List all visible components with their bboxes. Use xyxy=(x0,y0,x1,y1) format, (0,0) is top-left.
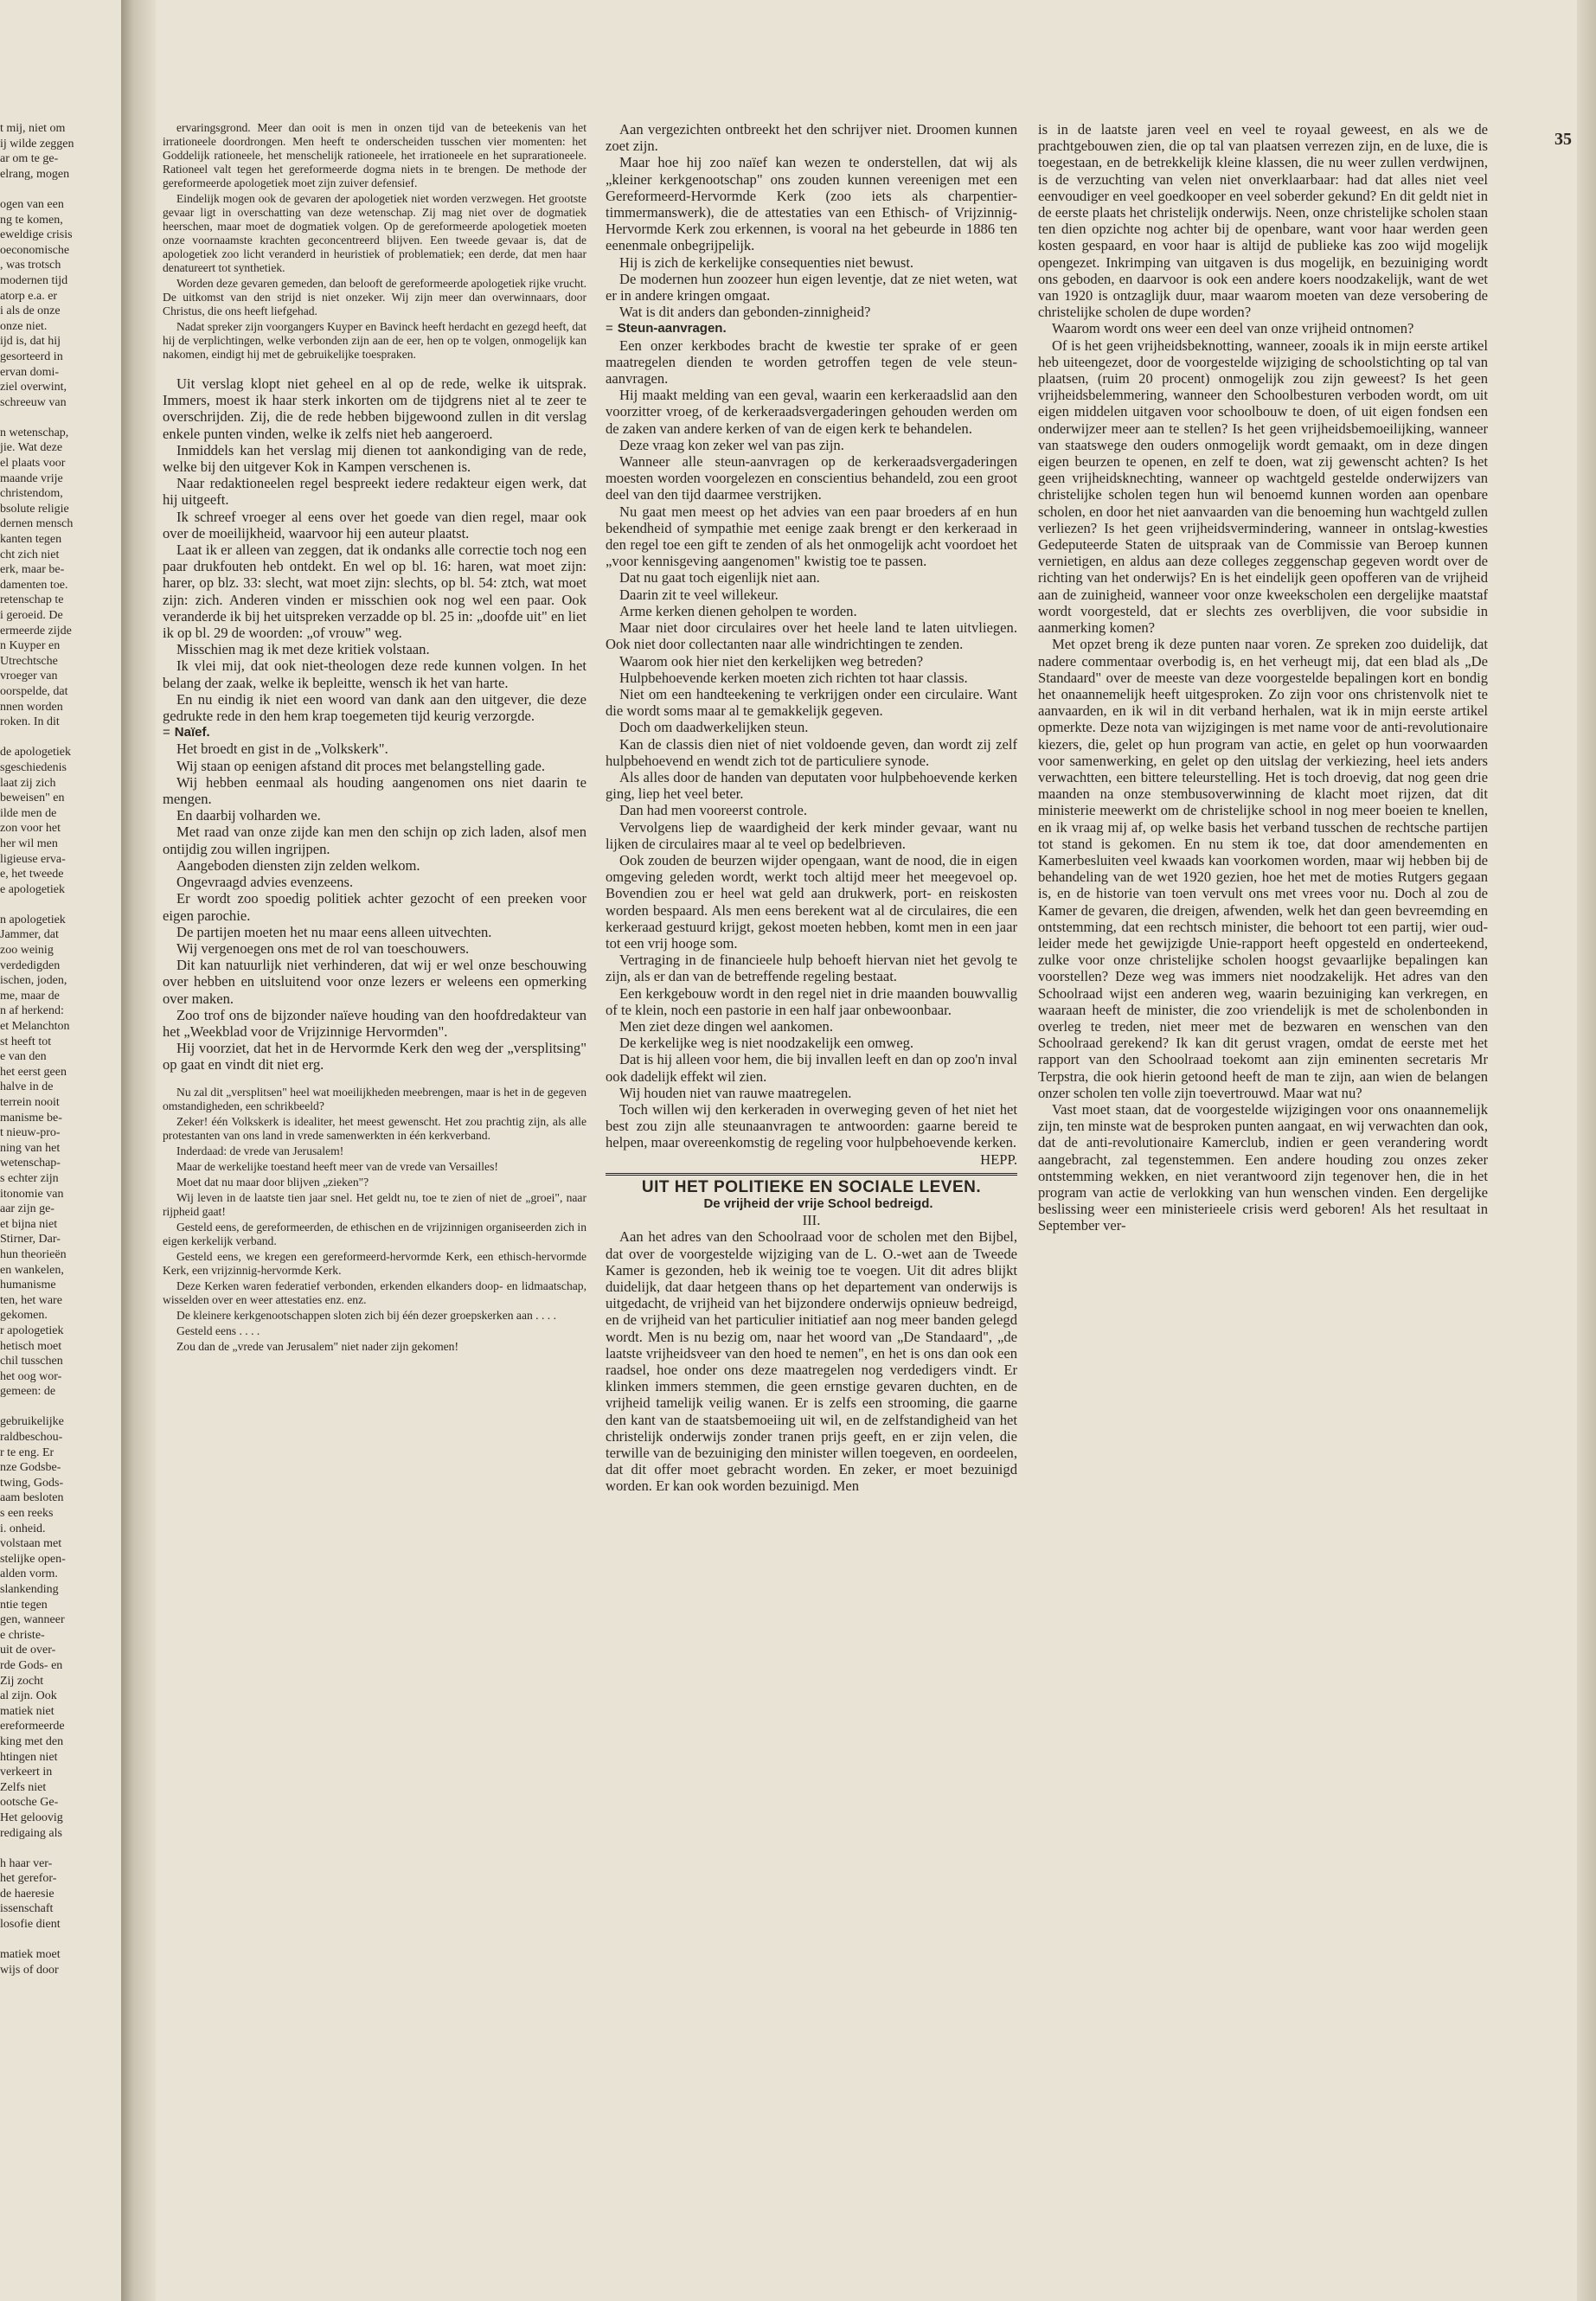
paragraph: En nu eindig ik niet een woord van dank aan den uitgever, die deze gedrukte rede in den hem krap toegemeten tijd keurig verzorgde. xyxy=(163,690,586,725)
author-signature: HEPP. xyxy=(980,1150,1017,1168)
paragraph: Nadat spreker zijn voorgangers Kuyper en Bavinck heeft herdacht en gezegd heeft, dat hij de verplichtingen, welke verbonden zijn aan de eer, hen op te volgen, onmogelijk kan nakomen, eindigt hij met de gebruikelijke toespraken. xyxy=(163,320,586,361)
paragraph: Dat nu gaat toch eigenlijk niet aan. xyxy=(619,569,820,586)
column-2 xyxy=(606,121,1017,2266)
fragment-line: nnen worden xyxy=(0,700,63,714)
column-3 xyxy=(1038,121,1488,2266)
paragraph: Laat ik er alleen van zeggen, dat ik ondanks alle correctie toch nog een paar drukfouten heb ontdekt. En wel op bl. 16: haren, wat moet zijn: harer, op blz. 33: slecht, wat moet zijn: slechts, op bl. 54: ztch, wat moet zijn: zich. Anderen vinden er misschien ook nog wel een paar. Ook veranderde ik bij het uitspreken verzadde op bl. 25 in: „doofde uit" en liet ik op bl. 29 de woorden: „of vrouw" weg. xyxy=(163,542,586,642)
paragraph: Wij houden niet van rauwe maatregelen. xyxy=(619,1084,852,1101)
paragraph: Dat is hij alleen voor hem, die bij invallen leeft en dan op zoo'n inval ook dadelijk effekt wil zien. xyxy=(606,1051,1017,1085)
fragment-line: e, het tweede xyxy=(0,868,64,881)
fragment-line: h haar ver- xyxy=(0,1856,53,1870)
fragment-line: zoo weinig xyxy=(0,944,54,958)
paragraph: Uit verslag klopt niet geheel en al op de rede, welke ik uitsprak. Immers, moest ik haar sterk inkorten om de tijdgrens niet al te zeer te overschrijden. Zij, die de rede hebben bijgewoond zullen in dit verslag enkele punten vinden, welke ik zelfs niet heb aangeroerd. xyxy=(163,375,586,442)
paragraph: Moet dat nu maar door blijven „zieken"? xyxy=(176,1175,369,1189)
fragment-line: n wetenschap, xyxy=(0,426,69,439)
fragment-line: redigaing als xyxy=(0,1826,62,1840)
paragraph: Hij voorziet, dat het in de Hervormde Kerk den weg der „versplitsing" op gaat en vindt dit niet erg. xyxy=(163,1040,586,1074)
fragment-line: issenschaft xyxy=(0,1902,54,1916)
fragment-line: hetisch moet xyxy=(0,1339,62,1353)
fragment-line: Jammer, dat xyxy=(0,928,59,942)
paragraph: Maar niet door circulaires over het heele land te laten uitvliegen. Ook niet door collectanten naar alle windrichtingen te zenden. xyxy=(606,619,1017,653)
fragment-line: eweldige crisis xyxy=(0,228,73,242)
naief-section xyxy=(163,740,586,1073)
paragraph: Wij vergenoegen ons met de rol van toeschouwers. xyxy=(176,939,470,957)
fragment-line: ziel overwint, xyxy=(0,381,67,394)
paragraph: Daarin zit te veel willekeur. xyxy=(619,586,779,603)
paragraph: Het broedt en gist in de „Volkskerk". xyxy=(176,740,388,758)
fragment-line: wijs of door xyxy=(0,1963,59,1977)
fragment-line: al zijn. Ook xyxy=(0,1689,57,1703)
paragraph: De kerkelijke weg is niet noodzakelijk een omweg. xyxy=(619,1035,914,1052)
fragment-line: het eerst geen xyxy=(0,1065,67,1079)
paragraph: De modernen hun zoozeer hun eigen leventje, dat ze niet weten, wat er in andere kringen omgaat. xyxy=(606,270,1017,304)
fragment-line: christendom, xyxy=(0,487,63,501)
fragment-line: gesorteerd in xyxy=(0,349,63,363)
paragraph: Ongevraagd advies evenzeens. xyxy=(176,874,354,891)
section-heading-naief: = Naïef. xyxy=(163,725,210,740)
heading-marker-icon: = xyxy=(163,725,170,740)
steun-section xyxy=(606,337,1017,1151)
paragraph: De partijen moeten het nu maar eens alleen uitvechten. xyxy=(176,923,492,940)
fragment-line: st heeft tot xyxy=(0,1035,52,1048)
fragment-line: Zelfs niet xyxy=(0,1780,47,1794)
paragraph: Misschien mag ik met deze kritiek volstaan. xyxy=(176,641,430,658)
fragment-line: het oog wor- xyxy=(0,1369,62,1383)
page-right-edge xyxy=(1577,0,1596,2301)
fragment-line: ischen, joden, xyxy=(0,974,67,988)
paragraph: is in de laatste jaren veel en veel te royaal geweest, en als we de prachtgebouwen zien, die op tal van plaatsen verrezen zijn, en de luxe, die is toegestaan, en de betrekkelijk kleine klassen, die nu weer zullen verdwijnen, is de verzuchting van velen niet onverklaarbaar: had dat alles niet veel eenvoudiger en veel goedkooper en veel soberder gekund? En dit geldt niet in de eerste plaats het christelijk onderwijs. Neen, onze christelijke scholen staan ten dien opzichte nog achter bij de openbare, want voor haar werden geen kosten gespaard, en voor haar is altijd de publieke kas zoo wijd mogelijk opengezet. Inkrimping van uitgaven is dus mogelijk, en bezuiniging wordt ons geboden, en daarvoor is ook een andere koers noodzakelijk, want de wet van 1920 is ontzaglijk duur, maar waarom moeten van deze versobering de christelijke scholen de dupe worden? xyxy=(1038,121,1488,321)
paragraph: Gesteld eens . . . . xyxy=(176,1324,260,1337)
fragment-line: king met den xyxy=(0,1734,64,1748)
fragment-line: oeconomische xyxy=(0,243,70,257)
fragment-line: terrein nooit xyxy=(0,1096,60,1109)
fragment-line: sgeschiedenis xyxy=(0,760,67,774)
paragraph: Zoo trof ons de bijzonder naïeve houding van den hoofdredakteur van het „Weekblad voor de Vrijzinnige Hervormden". xyxy=(163,1006,586,1040)
section-heading-steun: = Steun-aanvragen. xyxy=(606,321,727,336)
fragment-line: ij wilde zeggen xyxy=(0,137,74,151)
fragment-line: r apologetiek xyxy=(0,1324,64,1337)
fragment-line: vroeger van xyxy=(0,670,58,683)
fragment-line: gen, wanneer xyxy=(0,1613,65,1627)
section-title: UIT HET POLITIEKE EN SOCIALE LEVEN. xyxy=(641,1177,982,1196)
fragment-line: matiek moet xyxy=(0,1948,61,1962)
fragment-line: kanten tegen xyxy=(0,533,62,547)
fragment-line: s echter zijn xyxy=(0,1171,59,1185)
paragraph: Aangeboden diensten zijn zelden welkom. xyxy=(176,856,420,874)
fragment-line: de haeresie xyxy=(0,1887,54,1900)
fragment-line: atorp e.a. er xyxy=(0,289,58,303)
section-divider xyxy=(606,1173,1017,1176)
paragraph: Waarom ook hier niet den kerkelijken weg betreden? xyxy=(619,652,924,670)
paragraph: Vast moet staan, dat de voorgestelde wijzigingen voor ons onaannemelijk zijn, ten minste wat de besproken punten aangaat, en wij verwachten dan ook, dat de anti-revolutionaire Kamerclub, indien er geen verandering wordt aangebracht, zal tegenstemmen. Een andere houding zou onzes zeker ontstemming wekken, en niet verantwoord zijn tegenover hen, die in het program van actie de verlokking van hun wenschen vinden. Een dergelijke beslissing weer een ministerieele crisis werd geboren! Als het resultaat in September ver- xyxy=(1038,1100,1488,1234)
fragment-line: gemeen: de xyxy=(0,1385,56,1399)
fragment-line: erk, maar be- xyxy=(0,563,65,577)
article-body xyxy=(606,1228,1017,1494)
article-number: III. xyxy=(802,1212,821,1229)
paragraph: Hulpbehoevende kerken moeten zich richten tot haar classis. xyxy=(619,669,968,686)
fragment-line: stelijke open- xyxy=(0,1552,66,1566)
fragment-line: me, maar de xyxy=(0,989,60,1003)
review-section xyxy=(163,375,586,724)
paragraph: Wij staan op eenigen afstand dit proces met belangstelling gade. xyxy=(176,757,546,774)
fragment-line: ervan domi- xyxy=(0,365,60,379)
fragment-line: ilde men de xyxy=(0,806,57,820)
paragraph: Met opzet breng ik deze punten naar voren. Ze spreken zoo duidelijk, dat nadere commentaar overbodig is, en het verheugt mij, dat een blad als „De Standaard" over de meeste van deze voorgestelde bepalingen kort en bondig het onaannemelijk heeft uitgesproken. Zo zijn voor ons christenvolk niet te aanvaarden, en ik wil in dit verband herhalen, wat ik in mijn eerste artikel opmerkte. Deze nota van wijzigingen is met name voor de anti-revolutionaire kiezers, die, gelet op hun program van actie, en gelet op hun voorwaarden voor samenwerking, en gelet op den uitslag der verkiezing, heel iets anders verwachtten, een bittere teleurstelling. Het is toch droevig, dat nog geen drie maanden na onze stembusoverwinning de klacht moet rijzen, dat dit ministerie meewerkt om de christelijke school in nog meer boeien te knellen, en ik vraag mij af, op welke basis het verband tusschen de rechtsche partijen tot stand is gekomen. En nu stem ik toe, dat door amendementen en Kamerbesluiten veel kwaads kan voorkomen worden, maar wij hebben bij de behandeling van de wet 1920 gezien, hoe het met de moties Rutgers gegaan is, en de historie van toen vervult ons met vrees voor nu. Doch al zou de Kamer de gevaren, die dreigen, afwenden, welk het dan geen bevreemding en ontstemming, dat een rechtsch minister, die behoort tot een partij, wier oud-leider mede het gewijzigde Unie-rapport heeft opgesteld en onderteekend, zulke voor onze christelijke scholen hoogst gevaarlijke bepalingen kan voorstellen? Deze weg was immers niet noodzakelijk. Het adres van den Schoolraad wijst een anderen weg, waarin bezuiniging kan verkregen, en waaraan heeft de minister, die zoo vriendelijk is met de scholenbonden in overleg te treden, niet meer met de bezwaren en wenschen van den Schoolraad gerekend? Ik kan dit gerust vragen, omdat de eerste met het rapport van den Schoolraad toekomt aan zijn eminenten secretaris Mr Terpstra, die ook hierin getoond heeft de man te zijn, aan wien de belangen onzer scholen ten volle zijn toevertrouwd. Maar wat nu? xyxy=(1038,636,1488,1101)
fragment-line: r te eng. Er xyxy=(0,1445,54,1459)
fragment-line: , was trotsch xyxy=(0,259,61,272)
paragraph: Aan vergezichten ontbreekt het den schrijver niet. Droomen kunnen zoet zijn. xyxy=(606,121,1017,155)
paragraph: Deze Kerken waren federatief verbonden, erkenden elkanders doop- en lidmaatschap, wisselden over en weer attestaties enz. enz. xyxy=(163,1279,586,1306)
fragment-line: t mij, niet om xyxy=(0,122,66,135)
paragraph: Zeker! één Volkskerk is idealiter, het meest gewenscht. Het zou prachtig zijn, als alle protestanten van ons land in vrede samenwerkten in één kerkverband. xyxy=(163,1114,586,1142)
paragraph: Niet om een handteekening te verkrijgen onder een circulaire. Want die wordt soms maar al te gemakkelijk gegeven. xyxy=(606,685,1017,720)
fragment-line: Zij zocht xyxy=(0,1674,44,1688)
fragment-line: i. onheid. xyxy=(0,1522,46,1535)
paragraph: Hij is zich de kerkelijke consequenties niet bewust. xyxy=(619,253,914,271)
paragraph: Eindelijk mogen ook de gevaren der apologetiek niet worden verzwegen. Het grootste gevaar ligt in overschatting van deze wetenschap. Zij mag niet over de dogmatiek heerschen, maar moet de dogmatiek volgen. Op de gereformeerde apologetiek moeten onze voornaamste krachten geconcentreerd blijven. Een tweede gevaar is, dat de apologetiek zoo licht veranderd in heuristiek of problematiek; een derde, dat men haar denatureert tot synthetiek. xyxy=(163,192,586,274)
paragraph: Met raad van onze zijde kan men den schijn op zich laden, alsof men ontijdig zou willen ingrijpen. xyxy=(163,824,586,857)
fragment-line: schreeuw van xyxy=(0,395,67,409)
apologetics-report-intro xyxy=(163,121,586,362)
fragment-line: modernen tijd xyxy=(0,273,68,287)
fragment-line: uit de over- xyxy=(0,1644,56,1657)
paragraph: Een kerkgebouw wordt in den regel niet in drie maanden bouwvallig of te klein, noch een pastorie in een half jaar onbewoonbaar. xyxy=(606,984,1017,1018)
fragment-line: de apologetiek xyxy=(0,746,72,760)
paragraph: Gesteld eens, we kregen een gereformeerd-hervormde Kerk, een ethisch-hervormde Kerk, een vrijzinnig-hervormde Kerk. xyxy=(163,1249,586,1277)
fragment-line: gekomen. xyxy=(0,1309,48,1323)
fragment-line: onze niet. xyxy=(0,319,48,333)
fragment-line: cht zich niet xyxy=(0,548,60,561)
naief-continuation xyxy=(606,121,1017,320)
heading-marker-icon: = xyxy=(606,321,612,336)
fragment-line xyxy=(0,897,119,913)
paragraph: Inderdaad: de vrede van Jerusalem! xyxy=(176,1144,344,1157)
fragment-line: volstaan met xyxy=(0,1537,62,1551)
paragraph: Nu zal dit „versplitsen" heel wat moeilijkheden meebrengen, maar is het in de gegeven omstandigheden, een schrikbeeld? xyxy=(163,1085,586,1112)
fragment-line: gebruikelijke xyxy=(0,1415,64,1429)
paragraph: Zou dan de „vrede van Jerusalem" niet nader zijn gekomen! xyxy=(176,1339,459,1353)
fragment-line: nze Godsbe- xyxy=(0,1461,61,1475)
fragment-line: matiek niet xyxy=(0,1704,54,1718)
fragment-line: maande vrije xyxy=(0,471,63,485)
paragraph: En daarbij volharden we. xyxy=(176,807,321,824)
paragraph: Toch willen wij den kerkeraden in overweging geven of het niet het best zou zijn alle steunaanvragen te antwoorden: gaarne bereid te helpen, maar overeenkomstig de regeling voor hulpbehoevende kerken. xyxy=(606,1100,1017,1151)
fragment-line: i als de onze xyxy=(0,304,61,318)
paragraph: Vervolgens liep de waardigheid der kerk minder gevaar, want nu lijken de circulaires maar al te veel op bedelbrieven. xyxy=(606,818,1017,852)
fragment-line: hun theorieën xyxy=(0,1247,67,1261)
fragment-line: alden vorm. xyxy=(0,1567,58,1581)
fragment-line: twing, Gods- xyxy=(0,1476,64,1490)
fragment-line: Het geloovig xyxy=(0,1811,63,1824)
paragraph: Maar de werkelijke toestand heeft meer van de vrede van Versailles! xyxy=(176,1159,498,1173)
fragment-line: s een reeks xyxy=(0,1507,54,1521)
paragraph: Er wordt zoo spoedig politiek achter gezocht of een preeken voor eigen parochie. xyxy=(163,890,586,924)
paragraph: Ik schreef vroeger al eens over het goede van dien regel, maar ook over de moeilijkheid, waarvoor hij een auteur plaatst. xyxy=(163,508,586,542)
fragment-line xyxy=(0,1400,119,1415)
paragraph: Gesteld eens, de gereformeerden, de ethischen en de vrijzinnigen organiseerden zich in eigen kerkelijk verband. xyxy=(163,1220,586,1247)
fragment-line: slankending xyxy=(0,1583,59,1596)
fragment-line: n af herkend: xyxy=(0,1004,64,1018)
fragment-line: chil tusschen xyxy=(0,1355,63,1368)
fragment-line: n Kuyper en xyxy=(0,639,61,653)
paragraph: Worden deze gevaren gemeden, dan belooft de gereformeerde apologetiek rijke vrucht. De uitkomst van den strijd is niet onzeker. Wij zijn meer dan overwinnaars, door Christus, die ons heeft liefgehad. xyxy=(163,277,586,317)
fragment-line: zon voor het xyxy=(0,822,61,836)
fragment-line: t nieuw-pro- xyxy=(0,1126,61,1140)
paragraph: Of is het geen vrijheidsbeknotting, wanneer, zooals ik in mijn eerste artikel heb uiteengezet, door de voorgestelde wijziging de schoolstichting op tal van plaatsen, (ruim 20 procent) onmogelijk zou zijn geweest? Is het geen vrijheidsbelemmering, wanneer den Schoolbesturen verboden wordt, om uit eigen middelen uitgaven voor schoolbouw te doen, of uit eigen fondsen een onderwijzer meer aan te stellen? Is het geen vrijheidsbemoeilijking, wanneer van staatswege den ouders onmogelijk wordt gemaakt, om in deze dingen eigen beurzen te openen, en zelf te doen, wat zij gewenscht achten? Is het geen vrijheidsknechting, wanneer op wachtgeld gestelde onderwijzers van christelijke scholen tegen hun wil benoemd kunnen worden aan openbare scholen, en door het niet aanvaarden van die benoeming hun wachtgeld zullen verliezen? Is het geen vrijheidsvermindering, wanneer in ontslag-kwesties Gedeputeerde Staten de uitspraak van de Commissie van Beroep kunnen vernietigen, en aldus aan deze colleges zeggenschap gegeven wordt over de richting van het onderwijs? En is het eindelijk geen opofferen van de vrijheid aan de zuinigheid, wanneer voor onze kweekscholen een dergelijke maatstaf wordt voorgesteld, dat er slechts zes overblijven, die voor subsidie in aanmerking komen? xyxy=(1038,336,1488,637)
paragraph: Ik vlei mij, dat ook niet-theologen deze rede kunnen volgen. In het belang der zaak, welke ik bepleitte, wensch ik het van harte. xyxy=(163,657,586,691)
paragraph: Hij maakt melding van een geval, waarin een kerkeraadslid aan den voorzitter vroeg, of de kerkeraadsvergaderingen gehouden werden om de zaken van andere kerken of van de eigen kerk te behandelen. xyxy=(606,387,1017,437)
fragment-line: Stirner, Dar- xyxy=(0,1233,61,1247)
paragraph: ervaringsgrond. Meer dan ooit is men in onzen tijd van de beteekenis van het irrationeele doordrongen. Men heeft te onderscheiden tusschen vier momenten: het Goddelijk rationeele, het menschelijk rationeele, het irrationeele en het suprarationeele. Rationeel valt tegen het gereformeerde dogma niets in te brengen. De methode der gereformeerde apologetiek moet zijn zuiver defensief. xyxy=(163,121,586,189)
fragment-line: ntie tegen xyxy=(0,1598,48,1612)
paragraph: De kleinere kerkgenootschappen sloten zich bij één dezer groepskerken aan . . . . xyxy=(176,1308,556,1322)
paragraph: Kan de classis dien niet of niet voldoende geven, dan wordt zij zelf hulpbehoevend en wendt zich tot de particuliere synode. xyxy=(606,735,1017,769)
paragraph: Dan had men vooreerst controle. xyxy=(619,802,808,819)
fragment-line: i geroeid. De xyxy=(0,609,63,622)
fragment-line: ning van het xyxy=(0,1141,61,1155)
paragraph: Waarom wordt ons weer een deel van onze vrijheid ontnomen? xyxy=(1052,320,1414,337)
paragraph: Arme kerken dienen geholpen te worden. xyxy=(619,602,857,619)
paragraph: Een onzer kerkbodes bracht de kwestie ter sprake of er geen maatregelen dienden te worden getroffen tegen de vele steun-aanvragen. xyxy=(606,336,1017,388)
fragment-line: retenschap te xyxy=(0,593,64,607)
quoted-passage xyxy=(163,1086,586,1354)
paragraph: Maar hoe hij zoo naïef kan wezen te onderstellen, dat wij als „kleiner kerkgenootschap" ons zouden kunnen vereenigen met een Gereformeerd-Hervormde Kerk (zoo iets als charpentier-timmermanswerk), die de attestaties van een Ethisch- of Vrijzinnig-Hervormde Kerk zou erkennen, is vooral na het gebeurde in 1886 ten eenenmale onbegrijpelijk. xyxy=(606,154,1017,254)
fragment-line xyxy=(0,182,119,197)
fragment-line: ng te komen, xyxy=(0,213,63,227)
fragment-line: laat zij zich xyxy=(0,776,56,790)
fragment-line: elrang, mogen xyxy=(0,167,70,181)
fragment-line: beweisen" en xyxy=(0,792,65,805)
left-fragment-column xyxy=(0,121,119,1977)
fragment-line: et Melanchton xyxy=(0,1020,70,1034)
fragment-line: ereformeerde xyxy=(0,1720,65,1734)
fragment-line: ermeerde zijde xyxy=(0,624,72,638)
fragment-line: ten, het ware xyxy=(0,1293,62,1307)
paragraph: Vertraging in de financieele hulp behoeft hiervan niet het gevolg te zijn, als er dan van de betreffende regeling bestaat. xyxy=(606,952,1017,985)
paragraph: Inmiddels kan het verslag mij dienen tot aankondiging van de rede, welke bij den uitgever Kok in Kampen verschenen is. xyxy=(163,441,586,476)
fragment-line: het gerefor- xyxy=(0,1872,57,1886)
fragment-line: halve in de xyxy=(0,1080,54,1094)
article-title: De vrijheid der vrije School bedreigd. xyxy=(703,1196,933,1211)
fragment-line: en wankelen, xyxy=(0,1263,64,1277)
fragment-line: e van den xyxy=(0,1050,47,1064)
fragment-line xyxy=(0,410,119,426)
fragment-line: ogen van een xyxy=(0,197,64,211)
paragraph: Als alles door de handen van deputaten voor hulpbehoevende kerken ging, liep het veel beter. xyxy=(606,768,1017,803)
fragment-line xyxy=(0,1932,119,1948)
fragment-line: el plaats voor xyxy=(0,457,66,471)
page-binding-shadow xyxy=(121,0,156,2301)
paragraph: Naar redaktioneelen regel bespreekt iedere redakteur eigen werk, dat hij uitgeeft. xyxy=(163,475,586,509)
fragment-line: htingen niet xyxy=(0,1750,58,1764)
fragment-line: e christe- xyxy=(0,1628,45,1642)
paragraph: Wat is dit anders dan gebonden-zinnigheid? xyxy=(619,304,871,321)
fragment-line: her wil men xyxy=(0,836,58,850)
fragment-line: losofie dient xyxy=(0,1918,61,1932)
fragment-line: verdedigden xyxy=(0,958,61,972)
paragraph: Wanneer alle steun-aanvragen op de kerkeraadsvergaderingen moesten worden voorgelezen en conscientius behandeld, zou een groot deel van den tijd daarmee verstrijken. xyxy=(606,453,1017,503)
fragment-line: jie. Wat deze xyxy=(0,441,63,455)
fragment-line: wetenschap- xyxy=(0,1157,61,1170)
fragment-line: roken. In dit xyxy=(0,715,60,729)
paragraph: Men ziet deze dingen wel aankomen. xyxy=(619,1017,833,1035)
fragment-line: bsolute religie xyxy=(0,502,69,516)
fragment-line: aar zijn ge- xyxy=(0,1202,54,1216)
paragraph: Aan het adres van den Schoolraad voor de scholen met den Bijbel, dat over de voorgestelde wijziging van de L. O.-wet aan de Tweede Kamer is gezonden, heb ik weinig toe te voegen. Uit dit adres blijkt duidelijk, dat daar hetgeen thans op het departement van onderwijs is uitgedacht, de vrijheid van het bijzondere onderwijs opnieuw bedreigd, en de vrijheid van het particulier initiatief aan nog meer banden gelegd wordt. Men is nu bezig om, naar het woord van „De Standaard", „de laatste vrijheidsveer van den hoed te nemen", en het is ons dan ook een raadsel, hoe onder ons deze maatregelen nog verdedigers vindt. Er klinken immers stemmen, die geen ernstige gevaren duchten, en de vrijheid tamelijk veilig wanen. Er is zelfs een strooming, die gaarne den kant van de staatsbemoeiing uit wil, en de zelfstandigheid van het christelijk onderwijs zonder tranen prijs geeft, en er zijn velen, die terwille van de bezuiniging den minister willen toegeven, en oordeelen, dat dit offer moet gebracht worden. En zeker, er moet bezuinigd worden. Er kan ook worden bezuinigd. Men xyxy=(606,1228,1017,1495)
fragment-line: rde Gods- en xyxy=(0,1658,63,1672)
fragment-line: dernen mensch xyxy=(0,517,74,531)
fragment-line: oorspelde, dat xyxy=(0,684,68,698)
paragraph: Wij hebben eenmaal als houding aangenomen ons niet daarin te mengen. xyxy=(163,773,586,808)
fragment-line: ootsche Ge- xyxy=(0,1796,59,1810)
paragraph: Dit kan natuurlijk niet verhinderen, dat wij er wel onze beschouwing over hebben en uitsluitend voor onze lezers er weleens een opmerking over maken. xyxy=(163,957,586,1007)
fragment-line: aam besloten xyxy=(0,1491,64,1505)
paragraph: Deze vraag kon zeker wel van pas zijn. xyxy=(619,436,844,453)
fragment-line: damenten toe. xyxy=(0,578,68,592)
fragment-line: ijd is, dat hij xyxy=(0,335,61,349)
fragment-line: verkeert in xyxy=(0,1766,53,1779)
fragment-line xyxy=(0,1841,119,1856)
fragment-line: e apologetiek xyxy=(0,882,66,896)
paragraph: Wij leven in de laatste tien jaar snel. Het geldt nu, toe te zien of niet de „groei", naar rijpheid gaat! xyxy=(163,1190,586,1218)
fragment-line: humanisme xyxy=(0,1279,56,1292)
fragment-line xyxy=(0,730,119,746)
fragment-line: ar om te ge- xyxy=(0,152,59,166)
fragment-line: manisme be- xyxy=(0,1111,62,1125)
fragment-line: et bijna niet xyxy=(0,1217,58,1231)
fragment-line: itonomie van xyxy=(0,1187,64,1201)
fragment-line: raldbeschou- xyxy=(0,1431,63,1445)
fragment-line: ligieuse erva- xyxy=(0,852,66,866)
column-1 xyxy=(163,121,586,2266)
fragment-line: n apologetiek xyxy=(0,913,66,926)
paragraph: Nu gaat men meest op het advies van een paar broeders af en hun bekendheid of sympathie met eenige zaak brengt er den kerkeraad in den regel toe een gift te zenden of als het onmogelijk acht voordoet het „voor kennisgeving aangenomen" kwistig toe te passen. xyxy=(606,503,1017,570)
paragraph: Ook zouden de beurzen wijder opengaan, want de nood, die in eigen omgeving geleden wordt, werkt toch altijd meer het meegevoel op. Bovendien zou er heel wat geld aan drukwerk, port- en reiskosten worden bespaard. Als men eens berekent wat al de circulaires, die een kerkeraad gestuurd krijgt, gekost moeten hebben, komt men in een jaar tot een vrij hooge som. xyxy=(606,851,1017,952)
paragraph: Doch om daadwerkelijken steun. xyxy=(619,719,809,736)
page-number: 35 xyxy=(1554,130,1572,149)
fragment-line: Utrechtsche xyxy=(0,654,58,668)
